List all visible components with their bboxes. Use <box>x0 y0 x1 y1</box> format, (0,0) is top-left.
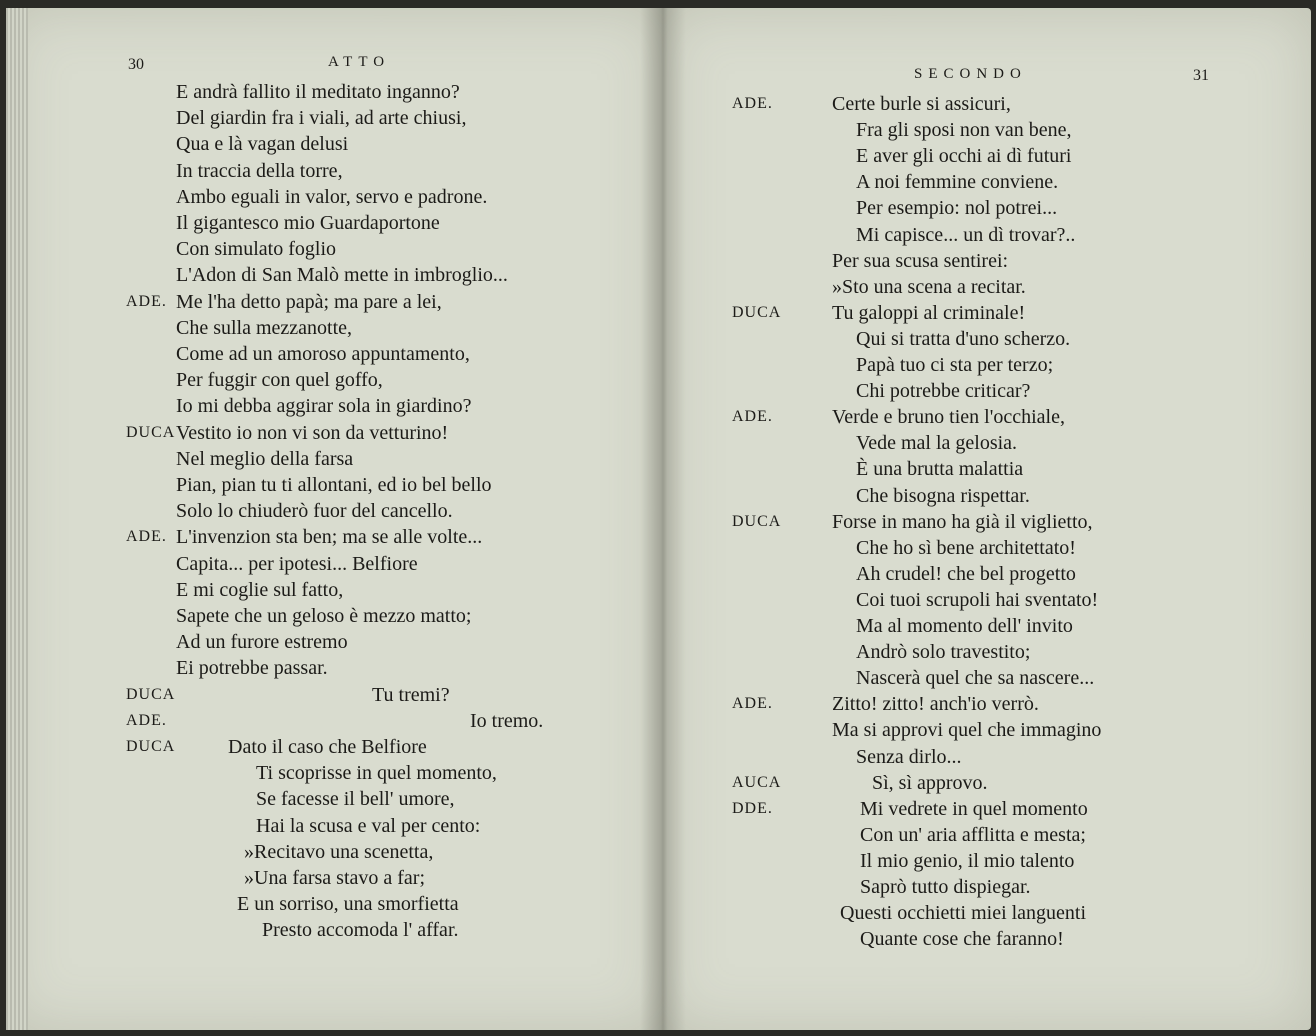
verse-text: E aver gli occhi ai dì futuri <box>856 145 1072 168</box>
verse-text: Io tremo. <box>470 709 544 732</box>
verse-text: »Recitavo una scenetta, <box>244 840 434 863</box>
verse-text: Tu galoppi al criminale! <box>832 301 1026 324</box>
verse-text: E andrà fallito il meditato inganno? <box>176 81 460 103</box>
verse-text: Mi capisce... un dì trovar?.. <box>856 223 1076 246</box>
left-page-number: 30 <box>128 56 144 73</box>
verse-text: Presto accomoda l' affar. <box>262 919 459 942</box>
verse-text: Il gigantesco mio Guardaportone <box>176 212 440 234</box>
verse-text: Ad un furore estremo <box>176 631 348 654</box>
verse-text: Verde e bruno tien l'occhiale, <box>832 406 1065 429</box>
verse-text: Che ho sì bene architettato! <box>856 536 1076 559</box>
verse-text: Vede mal la gelosia. <box>856 432 1018 455</box>
verse-text: È una brutta malattia <box>856 458 1024 481</box>
verse-text: Capita... per ipotesi... Belfiore <box>176 552 418 575</box>
verse-text: Forse in mano ha già il viglietto, <box>832 510 1093 533</box>
verse-text: L'Adon di San Malò mette in imbroglio... <box>176 264 508 287</box>
right-running-head: SECONDO <box>914 66 1027 82</box>
verse-text: Hai la scusa e val per cento: <box>256 814 481 837</box>
speaker-label: DUCA <box>126 423 176 441</box>
speaker-label: ADE. <box>126 711 167 729</box>
verse-text: Ti scoprisse in quel momento, <box>256 762 497 785</box>
verse-text: Mi vedrete in quel momento <box>860 797 1088 820</box>
verse-text: Io mi debba aggirar sola in giardino? <box>176 395 472 418</box>
verse-text: Il mio genio, il mio talento <box>860 849 1075 872</box>
verse-text: In traccia della torre, <box>176 159 343 182</box>
verse-text: Sì, sì approvo. <box>872 771 988 794</box>
verse-text: Ei potrebbe passar. <box>176 657 328 680</box>
speaker-label: DUCA <box>126 685 176 703</box>
verse-text: Me l'ha detto papà; ma pare a lei, <box>176 290 442 313</box>
verse-text: Ma si approvi quel che immagino <box>832 719 1102 742</box>
verse-text: Nascerà quel che sa nascere... <box>856 667 1095 690</box>
verse-text: »Una farsa stavo a far; <box>244 867 426 889</box>
speaker-label: DUCA <box>732 512 782 530</box>
verse-text: Sapete che un geloso è mezzo matto; <box>176 605 472 627</box>
verse-text: »Sto una scena a recitar. <box>832 275 1026 298</box>
verse-text: Dato il caso che Belfiore <box>228 736 427 758</box>
verse-text: Solo lo chiuderò fuor del cancello. <box>176 500 453 523</box>
verse-text: Quante cose che faranno! <box>860 928 1064 951</box>
verse-text: Certe burle si assicuri, <box>832 93 1011 115</box>
book-gutter <box>640 8 686 1030</box>
left-running-head: ATTO <box>328 54 391 70</box>
verse-text: Che sulla mezzanotte, <box>176 316 353 339</box>
verse-text: E mi coglie sul fatto, <box>176 578 344 601</box>
verse-text: Per sua scusa sentirei: <box>832 249 1009 272</box>
right-page-number: 31 <box>1193 67 1209 84</box>
speaker-label: DUCA <box>732 303 782 321</box>
verse-text: Con simulato foglio <box>176 238 336 261</box>
verse-text: Chi potrebbe criticar? <box>856 380 1031 403</box>
verse-text: L'invenzion sta ben; ma se alle volte... <box>176 526 483 549</box>
verse-text: Per esempio: nol potrei... <box>856 197 1058 220</box>
verse-text: Per fuggir con quel goffo, <box>176 369 383 392</box>
verse-text: Ah crudel! che bel progetto <box>856 562 1076 585</box>
verse-text: Zitto! zitto! anch'io verrò. <box>832 693 1039 716</box>
verse-text: Senza dirlo... <box>856 745 962 768</box>
verse-text: Ambo eguali in valor, servo e padrone. <box>176 185 488 208</box>
verse-text: Ma al momento dell' invito <box>856 615 1073 637</box>
verse-text: A noi femmine conviene. <box>856 171 1059 194</box>
verse-text: Vestito io non vi son da vetturino! <box>176 421 449 444</box>
speaker-label: ADE. <box>732 95 773 112</box>
verse-text: Che bisogna rispettar. <box>856 484 1030 507</box>
verse-text: Coi tuoi scrupoli hai sventato! <box>856 588 1099 611</box>
verse-text: Andrò solo travestito; <box>856 641 1031 664</box>
verse-text: Tu tremi? <box>372 683 450 706</box>
speaker-label: DDE. <box>732 799 773 817</box>
speaker-label: ADE. <box>732 408 773 426</box>
verse-text: Saprò tutto dispiegar. <box>860 876 1031 898</box>
speaker-label: DUCA <box>126 738 176 755</box>
verse-text: E un sorriso, una smorfietta <box>237 893 459 916</box>
speaker-label: AUCA <box>732 773 782 791</box>
verse-text: Papà tuo ci sta per terzo; <box>856 354 1054 376</box>
speaker-label: ADE. <box>732 695 773 713</box>
page-edges <box>6 8 28 1030</box>
verse-text: Fra gli sposi non van bene, <box>856 119 1072 142</box>
verse-text: Qua e là vagan delusi <box>176 133 349 156</box>
verse-text: Pian, pian tu ti allontani, ed io bel bello <box>176 474 492 496</box>
verse-text: Con un' aria afflitta e mesta; <box>860 823 1086 846</box>
verse-text: Se facesse il bell' umore, <box>256 788 455 811</box>
verse-text: Come ad un amoroso appuntamento, <box>176 343 470 365</box>
speaker-label: ADE. <box>126 528 167 546</box>
speaker-label: ADE. <box>126 292 167 310</box>
verse-text: Nel meglio della farsa <box>176 447 354 470</box>
verse-text: Del giardin fra i viali, ad arte chiusi, <box>176 107 467 130</box>
verse-text: Qui si tratta d'uno scherzo. <box>856 327 1071 350</box>
verse-text: Questi occhietti miei languenti <box>840 902 1087 925</box>
